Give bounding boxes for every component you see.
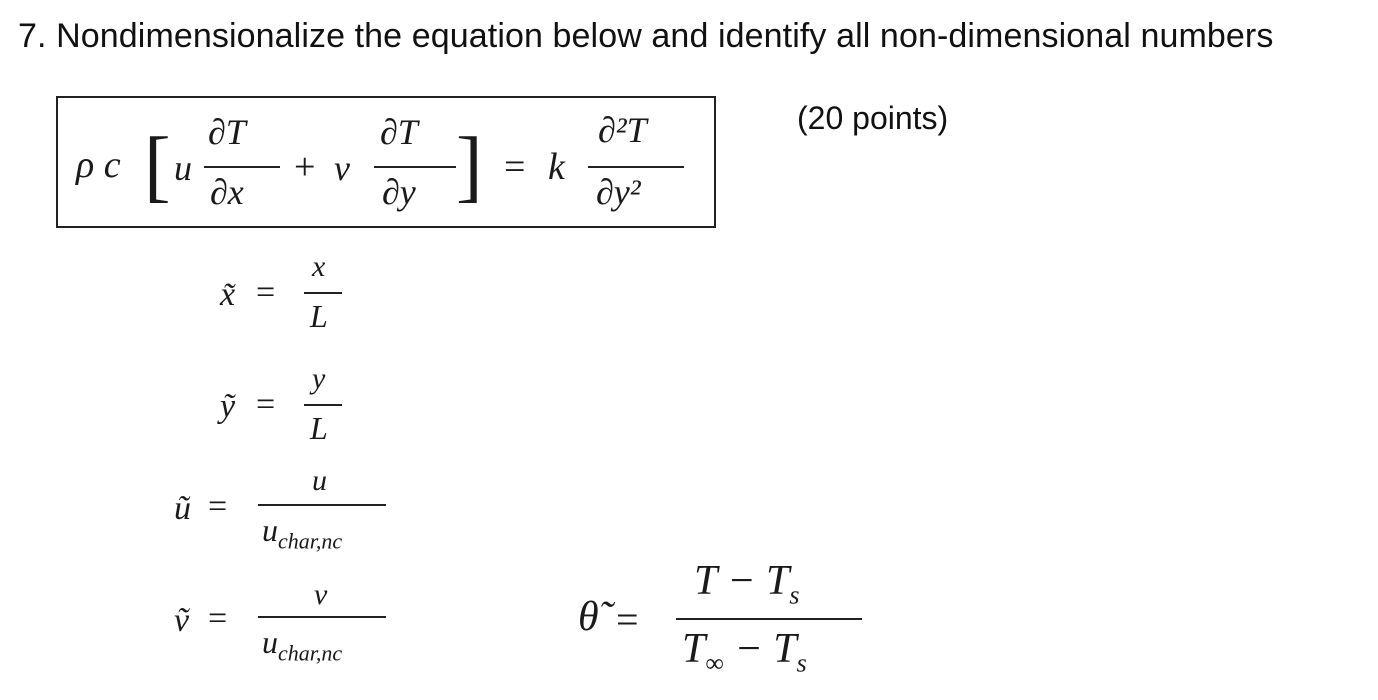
y-numerator: y [312,362,326,395]
dx-denominator: ∂x [210,172,244,212]
y-tilde-symbol: ỹ [220,388,236,425]
u-tilde-symbol: ũ [174,490,191,527]
theta-denominator: $T_\infty - T_s$ [682,626,807,678]
fraction-bar [258,504,386,506]
v-numerator: v [314,578,328,611]
char-nc-subscript: char,nc [278,528,343,554]
u-coefficient: u [174,148,192,188]
governing-equation-box [56,96,716,228]
d2T-numerator: ∂²T [598,110,647,150]
char-nc-subscript: char,nc [278,640,343,666]
fraction-bar [676,618,862,620]
fraction-bar [588,166,684,168]
plus-sign: + [294,146,316,188]
fraction-bar [204,166,280,168]
fraction-bar [304,292,342,294]
equals-sign: = [256,386,276,423]
dT-numerator: ∂T [208,112,246,152]
question-number: 7. [18,17,47,55]
fraction-bar [374,166,456,168]
dT-numerator: ∂T [380,112,418,152]
s-subscript: s [796,648,807,678]
question-text: Nondimensionalize the equation below and identify all non-dimensional numbers [56,17,1274,55]
theta-numerator: $T - T_s$ [694,558,800,610]
infinity-subscript: ∞ [705,648,724,678]
equals-sign: = [616,597,639,642]
equals-sign: = [208,488,228,525]
x-numerator: x [312,250,326,283]
L-denominator: L [310,410,328,446]
theta-tilde-symbol: θ̃ [578,594,599,640]
rho-c-symbol: ρ c [76,144,121,186]
left-bracket: [ [144,122,171,210]
dy-denominator: ∂y [382,172,416,212]
u-numerator: u [312,464,327,497]
k-coefficient: k [548,146,565,188]
u-char-denominator: $u_{char,nc}$ [262,512,343,554]
fraction-bar [258,616,386,618]
dy2-denominator: ∂y² [596,172,641,212]
right-bracket: ] [456,122,483,210]
v-coefficient: v [334,148,350,188]
u-char-denominator: $u_{char,nc}$ [262,624,343,666]
equals-sign: = [208,600,228,637]
s-subscript: s [789,580,800,610]
question-prompt [18,14,1273,58]
x-tilde-symbol: x̃ [220,276,236,313]
points-label: (20 points) [797,100,949,136]
equals-sign: = [256,274,276,311]
equals-sign: = [504,146,526,188]
fraction-bar [304,404,342,406]
L-denominator: L [310,298,328,334]
v-tilde-symbol: ṽ [174,602,190,639]
